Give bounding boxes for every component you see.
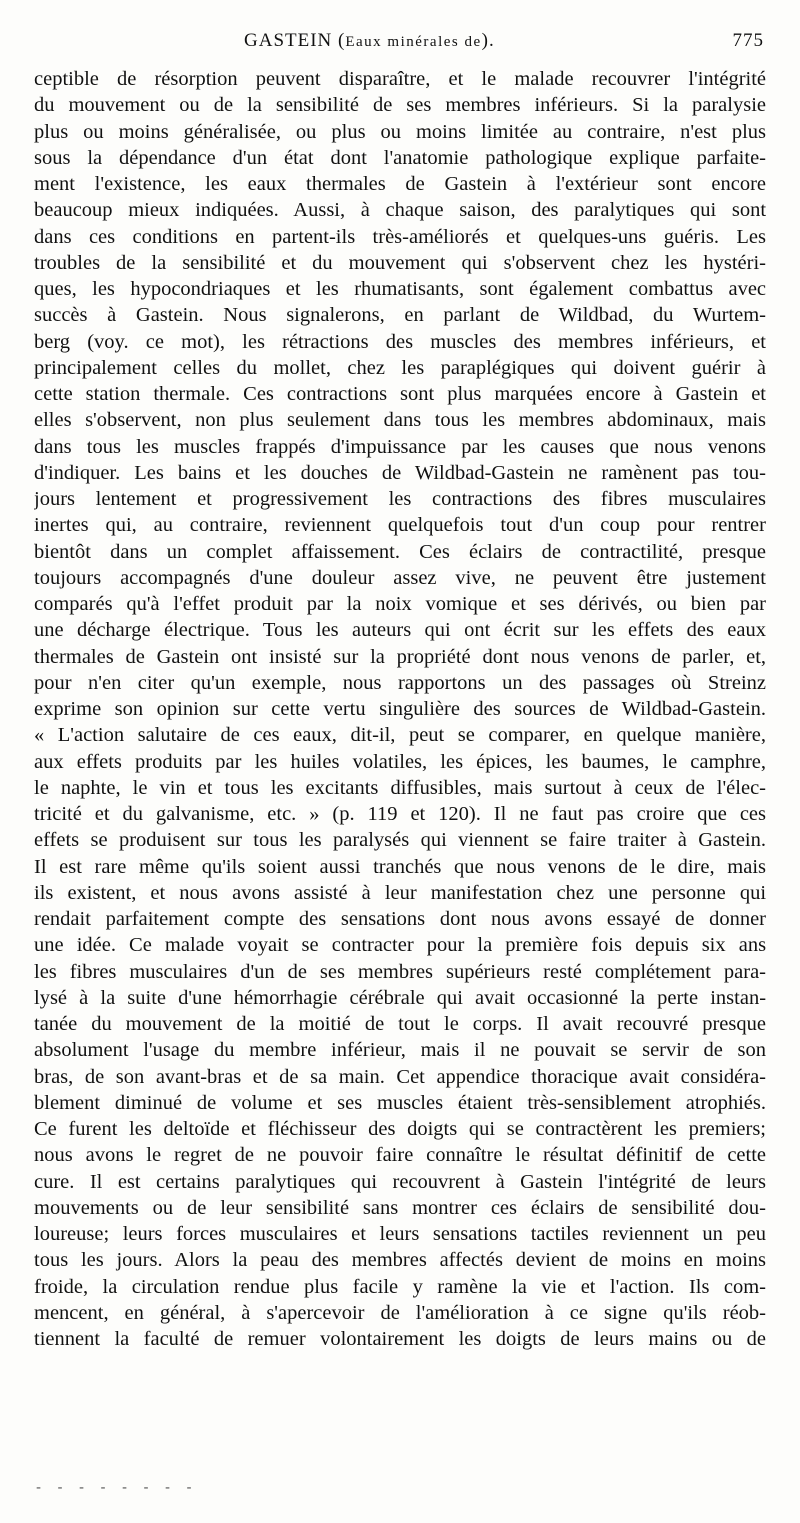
document-page — [34, 28, 766, 1352]
running-header — [34, 28, 766, 58]
text-line: ment l'existence, les eaux thermales de Gastein à l'extérieur sont encore — [34, 173, 766, 195]
text-line: d'indiquer. Les bains et les douches de Wildbad-Gastein ne ramènent pas tou- — [34, 461, 766, 484]
text-line: inertes qui, au contraire, reviennent quelquefois tout d'un coup pour rentrer — [34, 514, 766, 537]
scan-artifact-marks: - - - - - - - - — [36, 1480, 198, 1496]
text-line: blement diminué de volume et ses muscles étaient très-sensiblement atrophiés. — [34, 1091, 766, 1114]
header-title: GASTEIN (Eaux minérales de). — [244, 30, 495, 51]
body-text — [34, 66, 766, 1352]
text-line: une décharge électrique. Tous les auteurs qui ont écrit sur les effets des eaux — [34, 619, 766, 642]
text-line: ques, les hypocondriaques et les rhumatisants, sont également combattus avec — [34, 278, 766, 300]
text-line: troubles de la sensibilité et du mouvement qui s'observent chez les hystéri- — [34, 251, 766, 274]
text-line: thermales de Gastein ont insisté sur la propriété dont nous venons de parler, et, — [34, 645, 766, 668]
text-line: tous les jours. Alors la peau des membres affectés devient de moins en moins — [34, 1249, 766, 1272]
text-line: froide, la circulation rendue plus facile y ramène la vie et l'action. Ils com- — [34, 1275, 766, 1298]
text-line: les fibres musculaires d'un de ses membres supérieurs resté complétement para- — [34, 960, 766, 983]
text-line: le naphte, le vin et tous les excitants diffusibles, mais surtout à ceux de l'élec- — [34, 776, 766, 799]
text-line: bras, de son avant-bras et de sa main. Cet appendice thoracique avait considéra- — [34, 1065, 766, 1088]
text-line: beaucoup mieux indiquées. Aussi, à chaque saison, des paralytiques qui sont — [34, 199, 766, 222]
text-line: plus ou moins généralisée, ou plus ou moins limitée au contraire, n'est plus — [34, 120, 766, 143]
text-line: tanée du mouvement de la moitié de tout le corps. Il avait recouvré presque — [34, 1013, 766, 1035]
text-line: mouvements ou de leur sensibilité sans montrer ces éclairs de sensibilité dou- — [34, 1196, 766, 1219]
text-line: nous avons le regret de ne pouvoir faire connaître le résultat définitif de cette — [34, 1144, 766, 1167]
text-line: effets se produisent sur tous les paralysés qui viennent se faire traiter à Gastein. — [34, 829, 766, 852]
text-line: tricité et du galvanisme, etc. » (p. 119 et 120). Il ne faut pas croire que ces — [34, 803, 766, 825]
text-line: principalement celles du mollet, chez les paraplégiques qui doivent guérir à — [34, 356, 766, 379]
text-line: ils existent, et nous avons assisté à leur manifestation chez une personne qui — [34, 881, 766, 904]
text-line: mencent, en général, à s'apercevoir de l'amélioration à ce signe qu'ils réob- — [34, 1301, 766, 1324]
text-line: lysé à la suite d'une hémorrhagie cérébrale qui avait occasionné la perte instan- — [34, 986, 766, 1009]
text-line: tiennent la faculté de remuer volontairement les doigts de leurs mains ou de — [34, 1328, 766, 1350]
text-line: « L'action salutaire de ces eaux, dit-il, peut se comparer, en quelque manière, — [34, 724, 766, 747]
text-line: bientôt dans un complet affaissement. Ces éclairs de contractilité, presque — [34, 540, 766, 563]
text-line: exprime son opinion sur cette vertu singulière des sources de Wildbad-Gastein. — [34, 698, 766, 720]
text-line: Ce furent les deltoïde et fléchisseur des doigts qui se contractèrent les premiers; — [34, 1118, 766, 1140]
text-line: absolument l'usage du membre inférieur, mais il ne pouvait se servir de son — [34, 1039, 766, 1062]
text-line: du mouvement ou de la sensibilité de ses membres inférieurs. Si la paralysie — [34, 94, 766, 117]
text-line: rendait parfaitement compte des sensations dont nous avons essayé de donner — [34, 908, 766, 930]
text-line: sous la dépendance d'un état dont l'anatomie pathologique explique parfaite- — [34, 146, 766, 169]
text-line: dans tous les muscles frappés d'impuissance par les causes que nous venons — [34, 435, 766, 458]
text-line: aux effets produits par les huiles volatiles, les épices, les baumes, le camphre, — [34, 750, 766, 773]
text-line: ceptible de résorption peuvent disparaître, et le malade recouvrer l'intégrité — [34, 68, 766, 90]
text-line: cure. Il est certains paralytiques qui recouvrent à Gastein l'intégrité de leurs — [34, 1170, 766, 1193]
text-line: une idée. Ce malade voyait se contracter pour la première fois depuis six ans — [34, 934, 766, 957]
text-line: cette station thermale. Ces contractions sont plus marquées encore à Gastein et — [34, 383, 766, 405]
text-line: jours lentement et progressivement les contractions des fibres musculaires — [34, 488, 766, 510]
text-line: succès à Gastein. Nous signalerons, en parlant de Wildbad, du Wurtem- — [34, 304, 766, 327]
text-line: loureuse; leurs forces musculaires et leurs sensations tactiles reviennent un peu — [34, 1223, 766, 1245]
text-line: comparés qu'à l'effet produit par la noix vomique et ses dérivés, ou bien par — [34, 593, 766, 615]
text-line: pour n'en citer qu'un exemple, nous rapportons un des passages où Streinz — [34, 671, 766, 694]
text-line: elles s'observent, non plus seulement dans tous les membres abdominaux, mais — [34, 409, 766, 432]
text-line: dans ces conditions en partent-ils très-améliorés et quelques-uns guéris. Les — [34, 225, 766, 248]
text-line: toujours accompagnés d'une douleur assez vive, ne peuvent être justement — [34, 566, 766, 589]
text-line: Il est rare même qu'ils soient aussi tranchés que nous venons de le dire, mais — [34, 855, 766, 878]
text-line: berg (voy. ce mot), les rétractions des muscles des membres inférieurs, et — [34, 330, 766, 353]
page-number: 775 — [732, 30, 764, 51]
